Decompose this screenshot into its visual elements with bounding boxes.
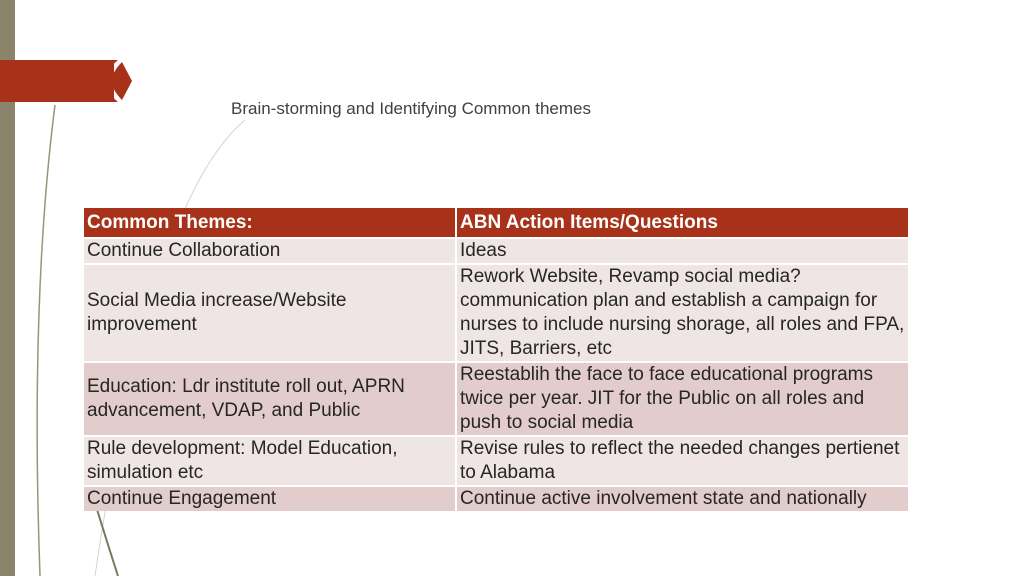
table-row (84, 436, 908, 486)
theme-cell: Continue Engagement (84, 486, 456, 511)
action-cell: Continue active involvement state and nationally (456, 486, 908, 511)
theme-cell: Education: Ldr institute roll out, APRN advancement, VDAP, and Public (84, 362, 456, 436)
action-cell: Ideas (456, 238, 908, 264)
theme-cell: Rule development: Model Education, simulation etc (84, 436, 456, 486)
header-action-items: ABN Action Items/Questions (456, 208, 908, 238)
action-cell: Reestablih the face to face educational programs twice per year. JIT for the Public on all roles and push to social media (456, 362, 908, 436)
common-themes-table (84, 208, 908, 511)
action-cell: Rework Website, Revamp social media? communication plan and establish a campaign for nurses to include nursing shorage, all roles and FPA, JITS, Barriers, etc (456, 264, 908, 362)
title-accent-cap (104, 60, 134, 102)
decor-line-1 (37, 105, 55, 576)
action-cell: Revise rules to reflect the needed changes pertienet to Alabama (456, 436, 908, 486)
header-common-themes: Common Themes: (84, 208, 456, 238)
table-header-row (84, 208, 908, 238)
table-row (84, 238, 908, 264)
slide-title: Brain-storming and Identifying Common themes (231, 99, 591, 118)
table-row (84, 362, 908, 436)
theme-cell: Social Media increase/Website improvement (84, 264, 456, 362)
title-accent-block (0, 60, 114, 102)
table-row (84, 486, 908, 511)
theme-cell: Continue Collaboration (84, 238, 456, 264)
table-row (84, 264, 908, 362)
